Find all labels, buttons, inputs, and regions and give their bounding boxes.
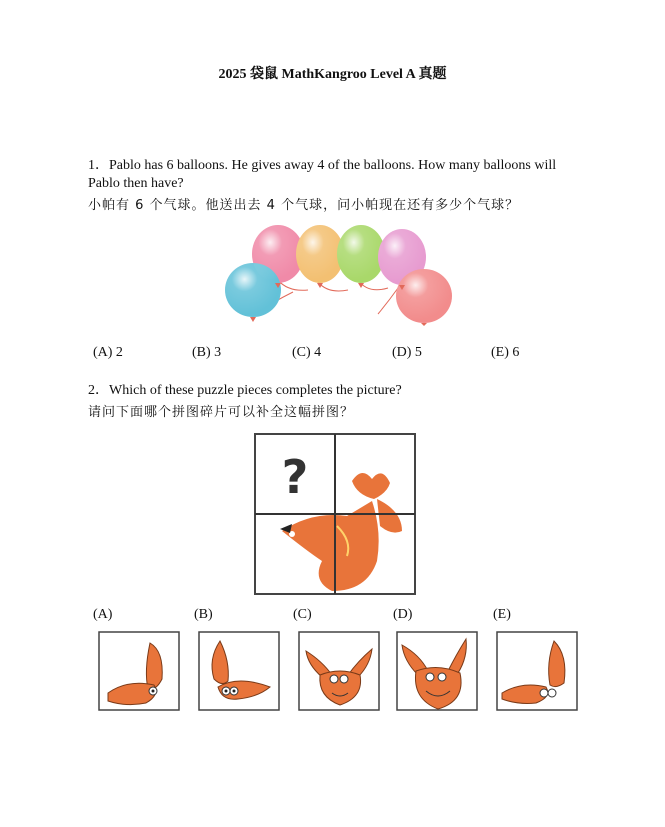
- q2-option-c[interactable]: (C): [293, 607, 312, 622]
- puzzle-piece-c[interactable]: [298, 631, 380, 711]
- q1-option-d[interactable]: (D) 5: [392, 345, 422, 360]
- missing-piece-mark: ?: [281, 450, 309, 504]
- q2-text-english: 2．Which of these puzzle pieces completes the picture?: [88, 383, 402, 398]
- q1-option-c[interactable]: (C) 4: [292, 345, 322, 360]
- q2-option-d[interactable]: (D): [393, 607, 413, 622]
- q1-option-a[interactable]: (A) 2: [93, 345, 123, 360]
- puzzle-piece-b[interactable]: [198, 631, 280, 711]
- puzzle-piece-e[interactable]: [496, 631, 578, 711]
- page-title: 2025 袋鼠 MathKangroo Level A 真题: [218, 67, 447, 82]
- balloons-image: [218, 222, 458, 327]
- q2-option-e[interactable]: (E): [493, 607, 511, 622]
- q1-text-chinese: 小帕有 6 个气球。他送出去 4 个气球，问小帕现在还有多少个气球？: [88, 198, 520, 213]
- q2-option-a[interactable]: (A): [93, 607, 113, 622]
- q2-text-chinese: 请问下面哪个拼图碎片可以补全这幅拼图？: [88, 405, 355, 420]
- puzzle-piece-a[interactable]: [98, 631, 180, 711]
- q1-option-e[interactable]: (E) 6: [491, 345, 520, 360]
- puzzle-piece-d[interactable]: [396, 631, 478, 711]
- q1-text-english: 1．Pablo has 6 balloons. He gives away 4 of the balloons. How many balloons will Pablo then have?: [88, 158, 557, 191]
- puzzle-picture: [252, 431, 420, 599]
- q2-option-b[interactable]: (B): [194, 607, 213, 622]
- q1-option-b[interactable]: (B) 3: [192, 345, 222, 360]
